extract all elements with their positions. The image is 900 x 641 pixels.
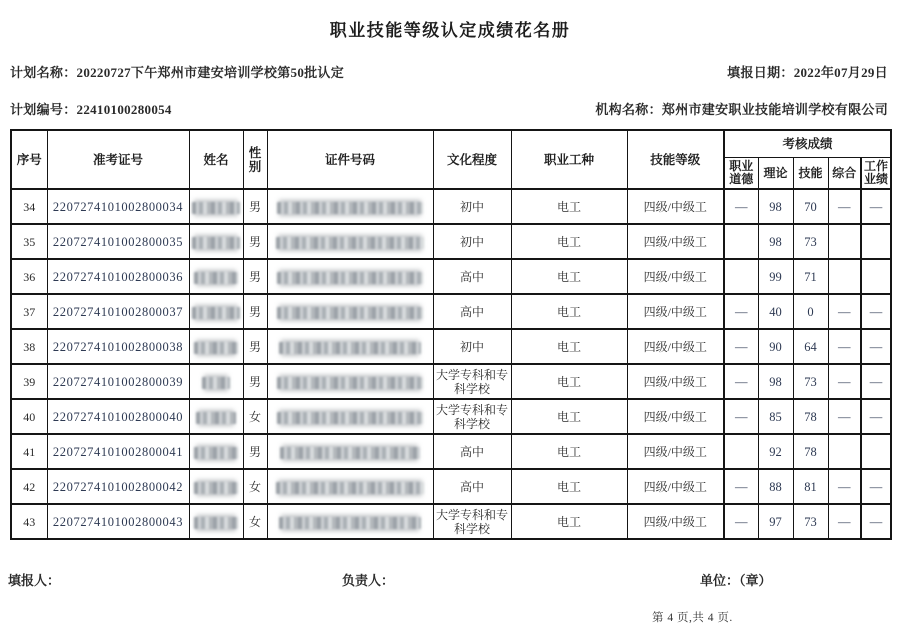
- cell-name: [189, 329, 243, 364]
- cell-level: 四级/中级工: [627, 504, 724, 539]
- table-row: [11, 364, 891, 399]
- redacted-text: [280, 447, 420, 459]
- redacted-text: [276, 237, 424, 249]
- cell-score-comprehensive: —: [828, 399, 861, 434]
- cell-index: 34: [11, 189, 47, 224]
- cell-level: 四级/中级工: [627, 259, 724, 294]
- cell-gender: 女: [243, 399, 267, 434]
- redacted-text: [196, 412, 236, 424]
- header-level: 技能等级: [627, 130, 724, 189]
- cell-score-performance: [861, 224, 891, 259]
- cell-occupation: 电工: [511, 294, 627, 329]
- cell-level: 四级/中级工: [627, 329, 724, 364]
- cell-score-theory: 90: [758, 329, 793, 364]
- cell-score-ethics: [724, 259, 758, 294]
- signature-line: [0, 570, 900, 586]
- cell-ticket: 2207274101002800034: [47, 189, 189, 224]
- cell-ticket: 2207274101002800043: [47, 504, 189, 539]
- cell-education: 初中: [433, 224, 511, 259]
- redacted-text: [277, 307, 423, 319]
- cell-score-skill: 70: [793, 189, 828, 224]
- redacted-text: [277, 412, 423, 424]
- cell-name: [189, 434, 243, 469]
- cell-score-performance: —: [861, 504, 891, 539]
- redacted-text: [277, 202, 423, 214]
- cell-occupation: 电工: [511, 364, 627, 399]
- header-score-group: 考核成绩: [724, 130, 891, 158]
- cell-score-theory: 98: [758, 364, 793, 399]
- table-row: [11, 329, 891, 364]
- cell-education: 高中: [433, 469, 511, 504]
- cell-index: 42: [11, 469, 47, 504]
- cell-score-skill: 64: [793, 329, 828, 364]
- cell-index: 43: [11, 504, 47, 539]
- org-name: [595, 99, 888, 118]
- redacted-text: [279, 517, 421, 529]
- cell-level: 四级/中级工: [627, 224, 724, 259]
- redacted-text: [277, 272, 423, 284]
- table-row: [11, 189, 891, 224]
- header-ticket: 准考证号: [47, 130, 189, 189]
- cell-level: 四级/中级工: [627, 294, 724, 329]
- redacted-text: [194, 342, 238, 354]
- header-score-theory: 理论: [758, 158, 793, 190]
- cell-score-skill: 78: [793, 399, 828, 434]
- cell-score-performance: —: [861, 294, 891, 329]
- cell-education: 大学专科和专科学校: [433, 504, 511, 539]
- table-row: [11, 224, 891, 259]
- cell-score-theory: 97: [758, 504, 793, 539]
- cell-gender: 男: [243, 224, 267, 259]
- cell-score-comprehensive: —: [828, 189, 861, 224]
- cell-score-skill: 78: [793, 434, 828, 469]
- cell-ticket: 2207274101002800039: [47, 364, 189, 399]
- org-name-value: 郑州市建安职业技能培训学校有限公司: [661, 102, 888, 117]
- page-indicator: 第 4 页,共 4 页.: [652, 612, 733, 624]
- cell-ticket: 2207274101002800041: [47, 434, 189, 469]
- cell-gender: 男: [243, 189, 267, 224]
- cell-score-ethics: —: [724, 364, 758, 399]
- cell-index: 36: [11, 259, 47, 294]
- cell-score-skill: 73: [793, 364, 828, 399]
- cell-score-ethics: —: [724, 469, 758, 504]
- cell-score-ethics: —: [724, 189, 758, 224]
- header-score-comprehensive: 综合: [828, 158, 861, 190]
- cell-name: [189, 399, 243, 434]
- cell-index: 37: [11, 294, 47, 329]
- cell-score-comprehensive: —: [828, 329, 861, 364]
- cell-score-skill: 73: [793, 224, 828, 259]
- cell-score-theory: 88: [758, 469, 793, 504]
- cell-score-theory: 98: [758, 189, 793, 224]
- cell-name: [189, 224, 243, 259]
- cell-name: [189, 189, 243, 224]
- table-row: [11, 469, 891, 504]
- header-education: 文化程度: [433, 130, 511, 189]
- cell-id: [267, 504, 433, 539]
- cell-score-performance: [861, 259, 891, 294]
- cell-score-performance: [861, 434, 891, 469]
- header-gender: 性别: [243, 130, 267, 189]
- cell-id: [267, 469, 433, 504]
- redacted-text: [192, 237, 240, 249]
- cell-ticket: 2207274101002800035: [47, 224, 189, 259]
- fill-date: [727, 62, 888, 81]
- cell-education: 初中: [433, 329, 511, 364]
- cell-education: 高中: [433, 434, 511, 469]
- header-score-performance: 工作业绩: [861, 158, 891, 190]
- cell-score-comprehensive: [828, 259, 861, 294]
- cell-occupation: 电工: [511, 189, 627, 224]
- redacted-text: [277, 377, 423, 389]
- cell-score-comprehensive: —: [828, 294, 861, 329]
- cell-level: 四级/中级工: [627, 399, 724, 434]
- cell-education: 大学专科和专科学校: [433, 364, 511, 399]
- cell-score-theory: 85: [758, 399, 793, 434]
- cell-score-performance: —: [861, 469, 891, 504]
- cell-score-skill: 71: [793, 259, 828, 294]
- cell-score-comprehensive: —: [828, 469, 861, 504]
- cell-score-performance: —: [861, 399, 891, 434]
- cell-name: [189, 364, 243, 399]
- table-row: [11, 504, 891, 539]
- cell-score-comprehensive: —: [828, 364, 861, 399]
- cell-score-theory: 40: [758, 294, 793, 329]
- cell-ticket: 2207274101002800038: [47, 329, 189, 364]
- cell-id: [267, 189, 433, 224]
- cell-occupation: 电工: [511, 434, 627, 469]
- table-header: [11, 130, 891, 189]
- cell-score-comprehensive: [828, 434, 861, 469]
- meta-line-2: [10, 99, 888, 118]
- plan-name: [10, 62, 344, 81]
- table-body: [11, 189, 891, 539]
- cell-score-ethics: [724, 224, 758, 259]
- cell-education: 初中: [433, 189, 511, 224]
- cell-score-skill: 73: [793, 504, 828, 539]
- cell-gender: 男: [243, 259, 267, 294]
- cell-gender: 女: [243, 469, 267, 504]
- cell-id: [267, 224, 433, 259]
- table-row: [11, 434, 891, 469]
- plan-code-value: 22410100280054: [76, 102, 172, 117]
- cell-index: 35: [11, 224, 47, 259]
- cell-score-theory: 99: [758, 259, 793, 294]
- cell-occupation: 电工: [511, 329, 627, 364]
- cell-occupation: 电工: [511, 399, 627, 434]
- cell-score-ethics: —: [724, 399, 758, 434]
- cell-education: 高中: [433, 259, 511, 294]
- plan-code-label: 计划编号：: [10, 102, 77, 117]
- page-title: 职业技能等级认定成绩花名册: [329, 21, 571, 40]
- cell-score-theory: 92: [758, 434, 793, 469]
- header-name: 姓名: [189, 130, 243, 189]
- redacted-text: [194, 482, 238, 494]
- cell-score-comprehensive: —: [828, 504, 861, 539]
- redacted-text: [192, 307, 240, 319]
- redacted-text: [202, 377, 230, 389]
- cell-id: [267, 329, 433, 364]
- cell-id: [267, 294, 433, 329]
- cell-score-ethics: —: [724, 504, 758, 539]
- cell-id: [267, 259, 433, 294]
- cell-education: 高中: [433, 294, 511, 329]
- header-id: 证件号码: [267, 130, 433, 189]
- cell-level: 四级/中级工: [627, 434, 724, 469]
- cell-id: [267, 434, 433, 469]
- cell-occupation: 电工: [511, 504, 627, 539]
- cell-occupation: 电工: [511, 469, 627, 504]
- redacted-text: [279, 342, 421, 354]
- table-row: [11, 259, 891, 294]
- plan-code: [10, 99, 172, 118]
- fill-date-value: 2022年07月29日: [793, 65, 888, 80]
- cell-score-performance: —: [861, 329, 891, 364]
- cell-gender: 男: [243, 364, 267, 399]
- redacted-text: [194, 517, 238, 529]
- manager-label: 负责人：: [342, 573, 395, 588]
- redacted-text: [194, 447, 238, 459]
- header-index: 序号: [11, 130, 47, 189]
- redacted-text: [194, 272, 238, 284]
- cell-score-ethics: [724, 434, 758, 469]
- redacted-text: [276, 482, 424, 494]
- cell-score-comprehensive: [828, 224, 861, 259]
- plan-name-value: 20220727下午郑州市建安培训学校第50批认定: [76, 65, 345, 80]
- cell-score-ethics: —: [724, 294, 758, 329]
- org-name-label: 机构名称：: [595, 102, 662, 117]
- cell-occupation: 电工: [511, 224, 627, 259]
- cell-score-skill: 0: [793, 294, 828, 329]
- cell-name: [189, 294, 243, 329]
- cell-index: 40: [11, 399, 47, 434]
- cell-gender: 男: [243, 434, 267, 469]
- cell-score-theory: 98: [758, 224, 793, 259]
- cell-level: 四级/中级工: [627, 364, 724, 399]
- cell-gender: 女: [243, 504, 267, 539]
- unit-seal-label: 单位：（章）: [700, 573, 772, 588]
- cell-name: [189, 259, 243, 294]
- cell-score-performance: —: [861, 189, 891, 224]
- header-occupation: 职业工种: [511, 130, 627, 189]
- cell-gender: 男: [243, 329, 267, 364]
- meta-line-1: [10, 62, 888, 81]
- cell-education: 大学专科和专科学校: [433, 399, 511, 434]
- cell-index: 39: [11, 364, 47, 399]
- cell-index: 38: [11, 329, 47, 364]
- fill-date-label: 填报日期：: [727, 65, 794, 80]
- cell-ticket: 2207274101002800042: [47, 469, 189, 504]
- cell-name: [189, 469, 243, 504]
- cell-ticket: 2207274101002800036: [47, 259, 189, 294]
- cell-ticket: 2207274101002800037: [47, 294, 189, 329]
- cell-level: 四级/中级工: [627, 469, 724, 504]
- cell-occupation: 电工: [511, 259, 627, 294]
- cell-name: [189, 504, 243, 539]
- redacted-text: [192, 202, 240, 214]
- cell-ticket: 2207274101002800040: [47, 399, 189, 434]
- cell-level: 四级/中级工: [627, 189, 724, 224]
- cell-score-skill: 81: [793, 469, 828, 504]
- cell-index: 41: [11, 434, 47, 469]
- header-score-skill: 技能: [793, 158, 828, 190]
- cell-id: [267, 364, 433, 399]
- results-table: [10, 129, 892, 540]
- table-row: [11, 399, 891, 434]
- table-row: [11, 294, 891, 329]
- header-score-ethics: 职业道德: [724, 158, 758, 190]
- cell-gender: 男: [243, 294, 267, 329]
- filler-label: 填报人：: [8, 573, 61, 588]
- cell-score-ethics: —: [724, 329, 758, 364]
- cell-score-performance: —: [861, 364, 891, 399]
- cell-id: [267, 399, 433, 434]
- plan-name-label: 计划名称：: [10, 65, 77, 80]
